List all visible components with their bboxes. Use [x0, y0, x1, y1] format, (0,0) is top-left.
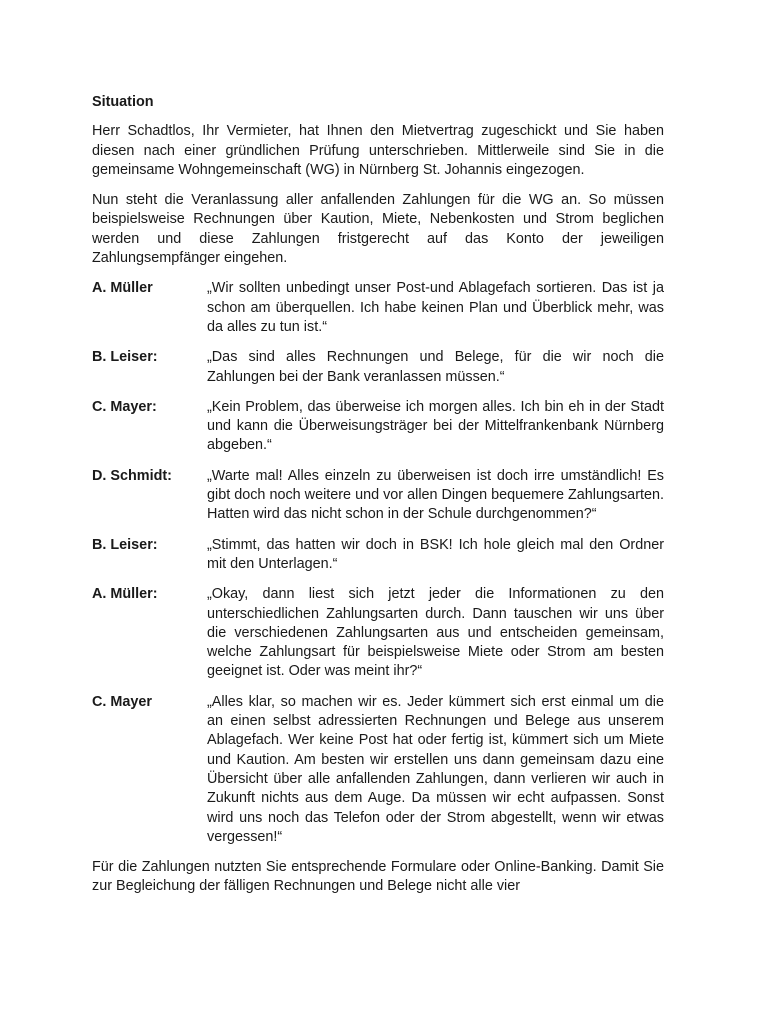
speaker-quote: „Stimmt, das hatten wir doch in BSK! Ich hole gleich mal den Ordner mit den Unterlagen.“	[207, 536, 664, 572]
dialogue-line	[92, 693, 664, 847]
speaker-quote: „Okay, dann liest sich jetzt jeder die Informationen zu den unterschiedlichen Zahlungsarten durch. Dann tauschen wir uns über die verschiedenen Zahlungsarten aus und entscheiden gemeinsam, welche Zahlungsart für beispielsweise Miete oder Strom am besten geeignet ist. Oder was meint ihr?“	[207, 586, 664, 680]
speaker-quote: „Kein Problem, das überweise ich morgen alles. Ich bin eh in der Stadt und kann die Überweisungsträger bei der Mittelfrankenbank Nürnberg abgeben.“	[207, 398, 664, 454]
speaker-name: A. Müller:	[92, 586, 158, 603]
closing-paragraph: Für die Zahlungen nutzten Sie entsprechende Formulare oder Online-Banking. Damit Sie zur Begleichung der fälligen Rechnungen und Belege nicht alle vier	[92, 859, 664, 895]
dialogue-line	[92, 279, 664, 337]
intro-paragraph-1: Herr Schadtlos, Ihr Vermieter, hat Ihnen den Mietvertrag zugeschickt und Sie haben diesen nach einer gründlichen Prüfung unterschrieben. Mittlerweile sind Sie in die gemeinsame Wohngemeinschaft (WG) in Nürnberg St. Johannis eingezogen.	[92, 123, 664, 178]
speaker-name: A. Müller	[92, 280, 153, 297]
document-page	[92, 93, 664, 908]
dialogue-line	[92, 348, 664, 387]
speaker-name: D. Schmidt:	[92, 467, 172, 484]
dialogue	[92, 279, 664, 847]
speaker-name: B. Leiser:	[92, 349, 158, 366]
dialogue-line	[92, 398, 664, 456]
speaker-quote: „Alles klar, so machen wir es. Jeder kümmert sich erst einmal um die an einen selbst adressierten Rechnungen und Belege aus unserem Ablagefach. Wer keine Post hat oder fertig ist, kümmert sich um Miete und Kaution. Am besten wir erstellen uns dann gemeinsam dazu eine Übersicht über alle anfallenden Zahlungen, dann verlieren wir auch in Zukunft nichts aus dem Auge. Da müssen wir echt aufpassen. Sonst wird uns noch das Telefon oder der Strom abgestellt, wenn wir etwas vergessen!“	[207, 693, 664, 845]
speaker-quote: „Das sind alles Rechnungen und Belege, für die wir noch die Zahlungen bei der Bank veranlassen müssen.“	[207, 349, 664, 385]
section-heading: Situation	[92, 94, 154, 110]
dialogue-line	[92, 585, 664, 681]
dialogue-line	[92, 536, 664, 575]
speaker-quote: „Wir sollten unbedingt unser Post-und Ablagefach sortieren. Das ist ja schon am überquellen. Ich habe keinen Plan und Überblick mehr, was da alles zu tun ist.“	[207, 280, 664, 335]
intro-paragraph-2: Nun steht die Veranlassung aller anfallenden Zahlungen für die WG an. So müssen beispielsweise Rechnungen über Kaution, Miete, Nebenkosten und Strom beglichen werden und diese Zahlungen fristgerecht auf das Konto der jeweiligen Zahlungsempfänger eingehen.	[92, 192, 664, 267]
speaker-name: B. Leiser:	[92, 536, 158, 553]
speaker-name: C. Mayer	[92, 693, 152, 710]
dialogue-line	[92, 467, 664, 525]
speaker-name: C. Mayer:	[92, 398, 157, 415]
speaker-quote: „Warte mal! Alles einzeln zu überweisen ist doch irre umständlich! Es gibt doch noch weitere und vor allen Dingen bequemere Zahlungsarten. Hatten wird das nicht schon in der Schule durchgenommen?“	[207, 467, 664, 523]
